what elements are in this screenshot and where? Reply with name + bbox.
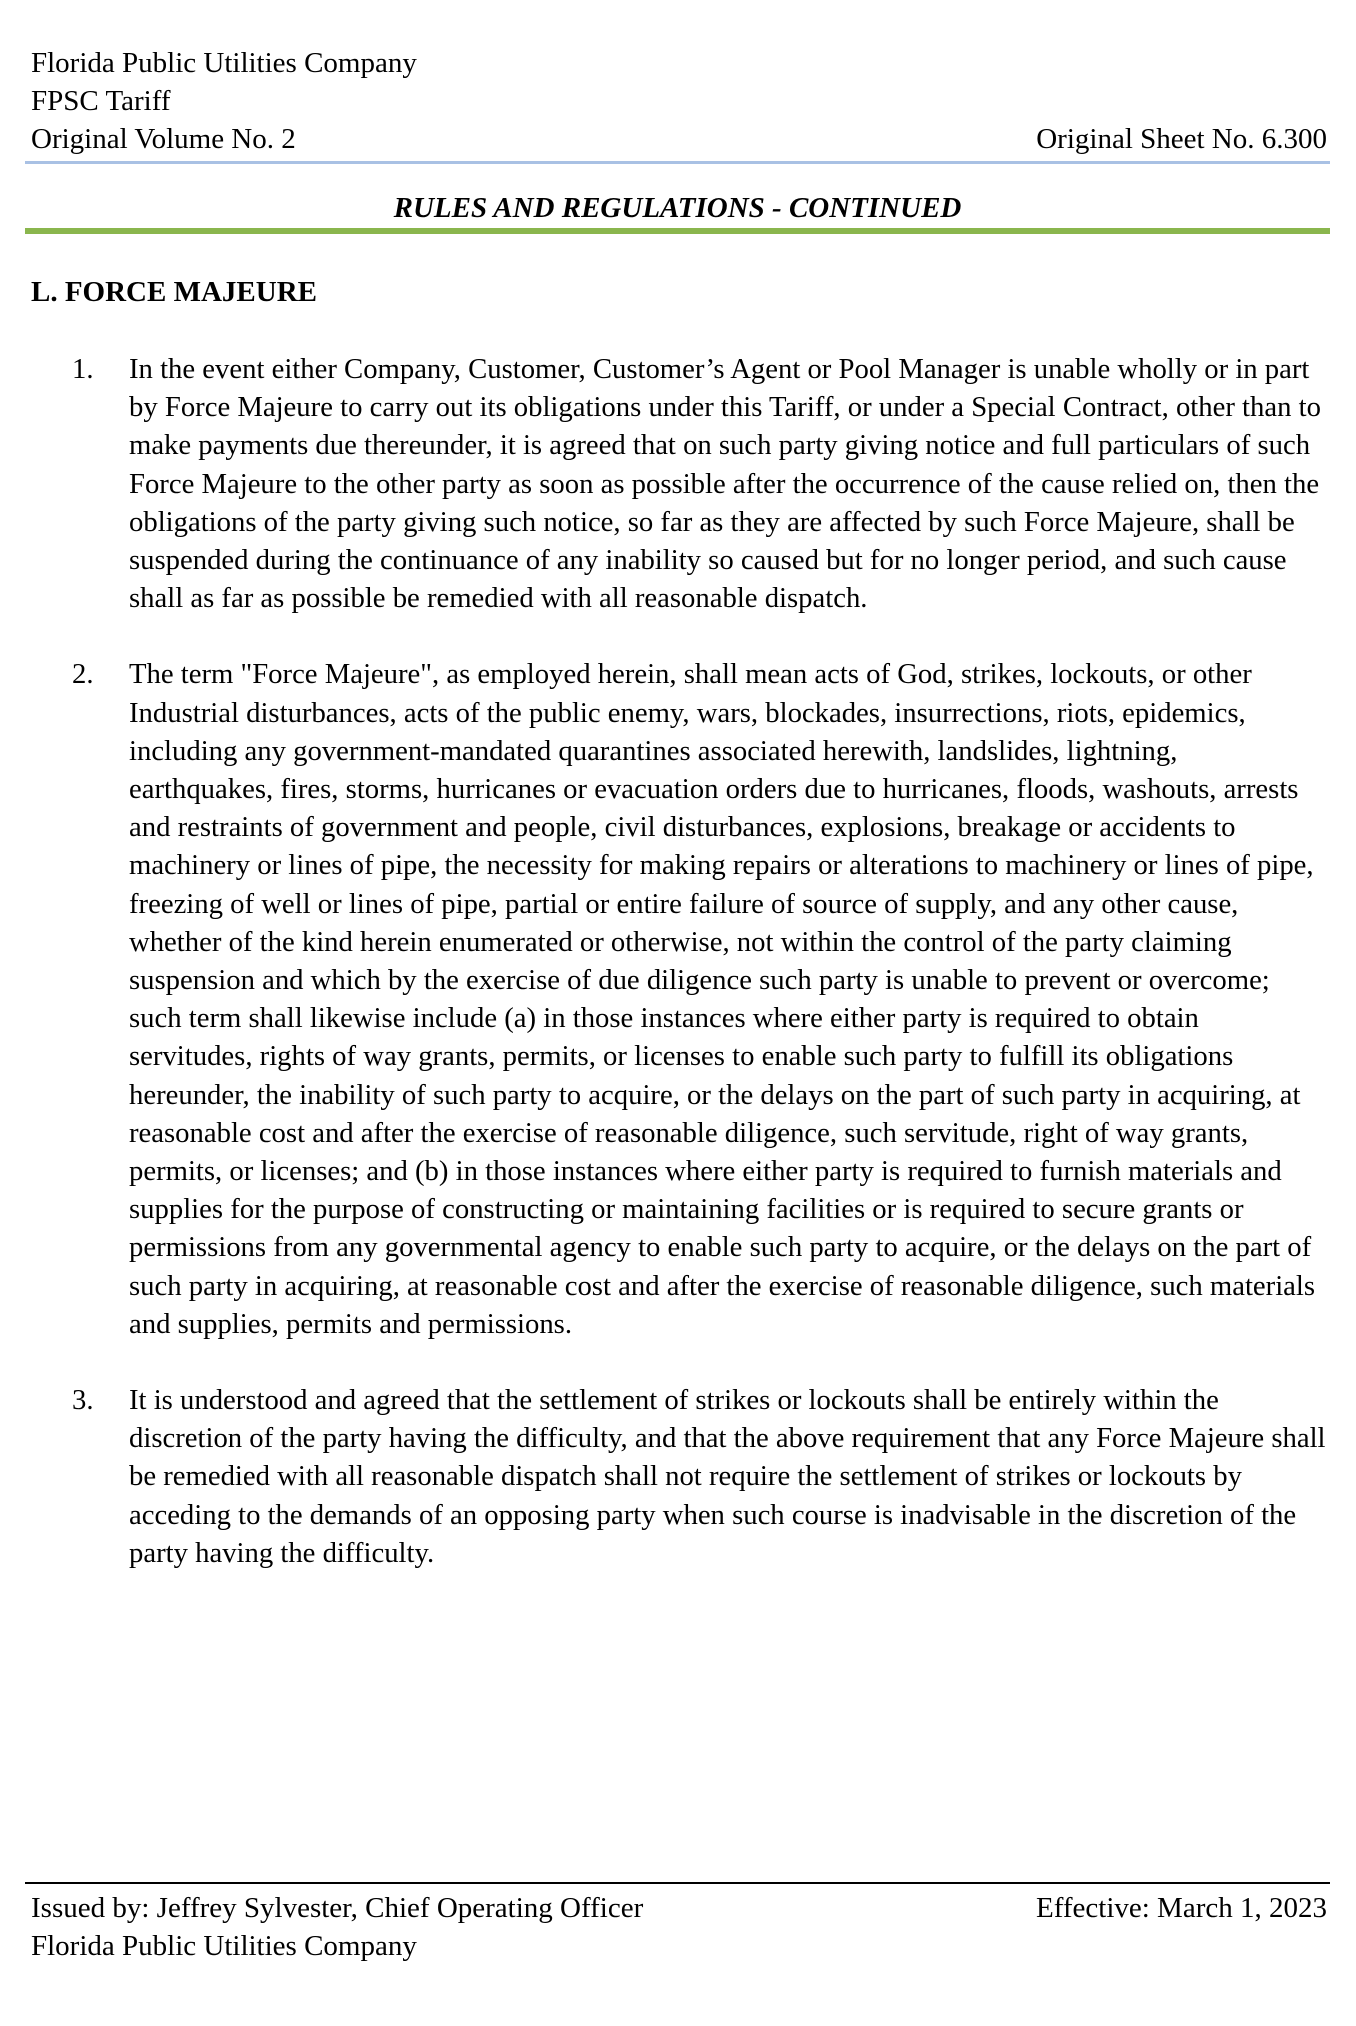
header-volume-row — [31, 120, 1327, 158]
paragraph-text: The term "Force Majeure", as employed herein, shall mean acts of God, strikes, lockouts, or other Industrial disturbances, acts of the public enemy, wars, blockades, insurrections, riots, epidemics, including any government-mandated quarantines associated herewith, landslides, lightning, earthquakes, fires, storms, hurricanes or evacuation orders due to hurricanes, floods, washouts, arrests and restraints of government and people, civil disturbances, explosions, breakage or accidents to machinery or lines of pipe, the necessity for making repairs or alterations to machinery or lines of pipe, freezing of well or lines of pipe, partial or entire failure of source of supply, and any other cause, whether of the kind herein enumerated or otherwise, not within the control of the party claiming suspension and which by the exercise of due diligence such party is unable to prevent or overcome; such term shall likewise include (a) in those instances where either party is required to obtain servitudes, rights of way grants, permits, or licenses to enable such party to fulfill its obligations hereunder, the inability of such party to acquire, or the delays on the part of such party in acquiring, at reasonable cost and after the exercise of reasonable diligence, such servitude, right of way grants, permits, or licenses; and (b) in those instances where either party is required to furnish materials and supplies for the purpose of constructing or maintaining facilities or is required to secure grants or permissions from any governmental agency to enable such party to acquire, or the delays on the part of such party in acquiring, at reasonable cost and after the exercise of reasonable diligence, such materials and supplies, permits and permissions. — [129, 658, 1316, 1340]
header-company: Florida Public Utilities Company — [31, 47, 417, 79]
paragraph-text: In the event either Company, Customer, Customer’s Agent or Pool Manager is unable wholly or in part by Force Majeure to carry out its obligations under this Tariff, or under a Special Contract, other than to make payments due thereunder, it is agreed that on such party giving notice and full particulars of such Force Majeure to the other party as soon as possible after the occurrence of the cause relied on, then the obligations of the party giving such notice, so far as they are affected by such Force Majeure, shall be suspended during the continuance of any inability so caused but for no longer period, and such cause shall as far as possible be remedied with all reasonable dispatch. — [129, 353, 1321, 615]
footer-company: Florida Public Utilities Company — [31, 1930, 417, 1962]
numbered-paragraphs — [72, 350, 1328, 1610]
paragraph-number: 3. — [72, 1384, 94, 1417]
footer-effective-date: Effective: March 1, 2023 — [1036, 1892, 1327, 1924]
paragraph-1 — [72, 350, 1328, 617]
paragraph-text: It is understood and agreed that the settlement of strikes or lockouts shall be entirely within the discretion of the party having the difficulty, and that the above requirement that any Force Majeure shall be remedied with all reasonable dispatch shall not require the settlement of strikes or lockouts by acceding to the demands of an opposing party when such course is inadvisable in the discretion of the party having the difficulty. — [129, 1384, 1326, 1569]
section-divider — [25, 228, 1330, 234]
paragraph-number: 2. — [72, 658, 94, 691]
header-sheet-number: Original Sheet No. 6.300 — [1036, 123, 1327, 155]
footer-issued-by: Issued by: Jeffrey Sylvester, Chief Operating Officer — [31, 1892, 644, 1924]
paragraph-3 — [72, 1381, 1328, 1572]
footer-issued-row — [31, 1889, 1327, 1927]
page-header — [31, 44, 1327, 158]
header-tariff: FPSC Tariff — [31, 85, 171, 117]
paragraph-number: 1. — [72, 353, 94, 385]
header-divider — [25, 161, 1330, 164]
force-majeure-heading: L. FORCE MAJEURE — [31, 276, 317, 308]
paragraph-2 — [72, 655, 1328, 1343]
section-title: RULES AND REGULATIONS - CONTINUED — [393, 192, 962, 224]
page-footer — [31, 1889, 1327, 1965]
header-volume: Original Volume No. 2 — [31, 123, 296, 155]
footer-divider — [25, 1882, 1330, 1884]
